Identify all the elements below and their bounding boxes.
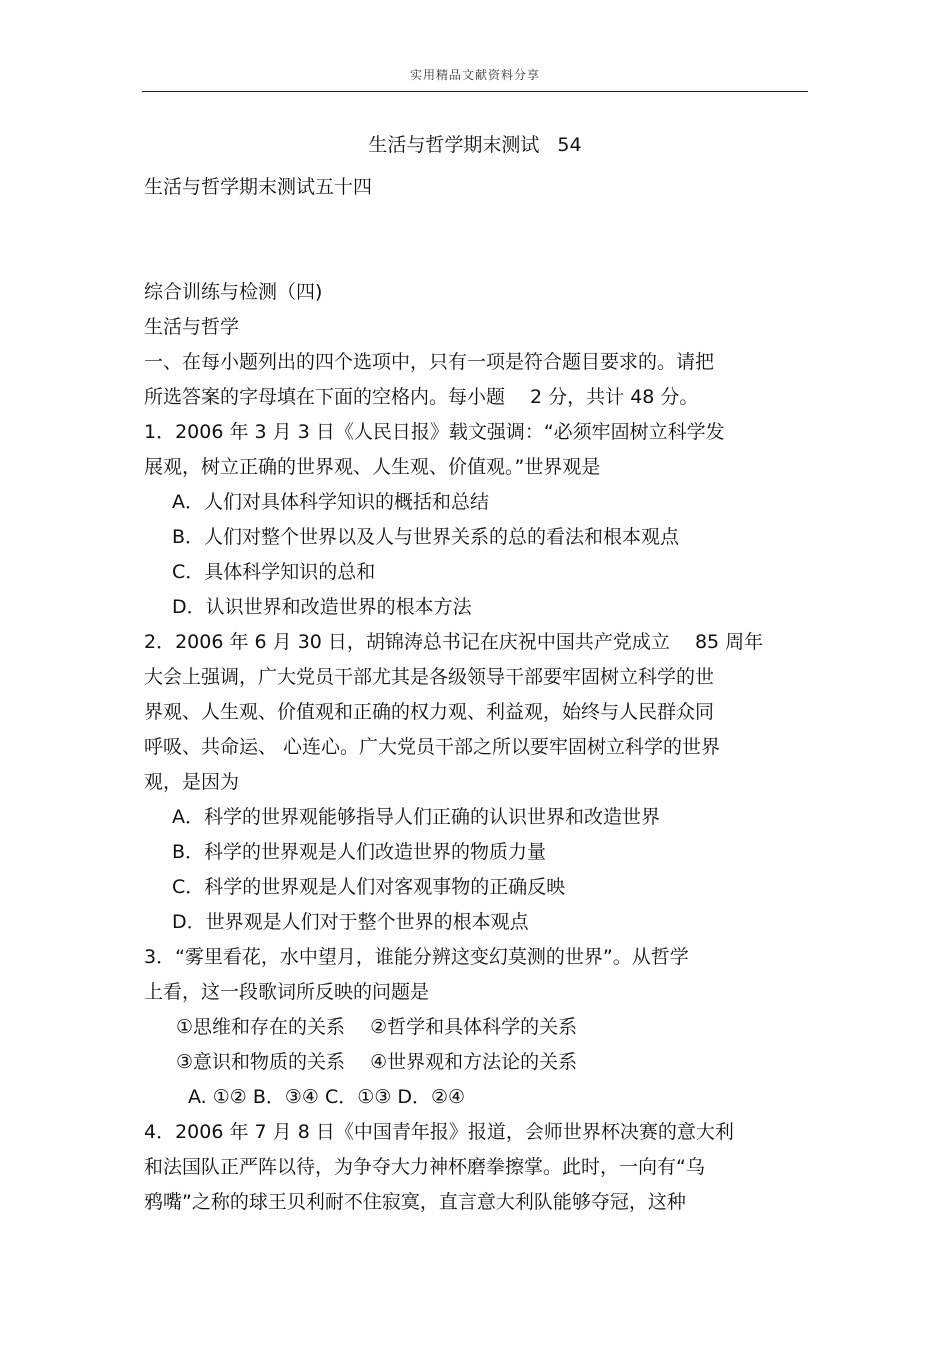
section-subheading: 生活与哲学 (144, 316, 240, 338)
question-2-option-b: B．科学的世界观是人们改造世界的物质力量 (172, 841, 547, 863)
title-main: 生活与哲学期末测试 (368, 134, 540, 156)
question-2-stem: 界观、人生观、价值观和正确的权力观、利益观，始终与人民群众同 (144, 701, 715, 723)
question-3-options: A. ①② B．③④ C．①③ D．②④ (188, 1086, 466, 1108)
question-4-stem: 鸦嘴”之称的球王贝利耐不住寂寞，直言意大利队能够夺冠，这种 (144, 1191, 686, 1213)
question-3-statements: ③意识和物质的关系 ④世界观和方法论的关系 (176, 1051, 578, 1073)
document-body (144, 170, 814, 1220)
question-1-option-b: B．人们对整个世界以及人与世界关系的总的看法和根本观点 (172, 526, 680, 548)
question-2-stem: 呼吸、共命运、 心连心。广大党员干部之所以要牢固树立科学的世界 (144, 736, 721, 758)
question-2-option-c: C．科学的世界观是人们对客观事物的正确反映 (172, 876, 566, 898)
question-1-option-d: D．认识世界和改造世界的根本方法 (172, 596, 472, 618)
question-1-option-a: A．人们对具体科学知识的概括和总结 (172, 491, 489, 513)
spacer (144, 205, 814, 275)
page-header: 实用精品文献资料分享 (409, 68, 540, 82)
section-heading: 综合训练与检测（四) (144, 281, 323, 303)
question-1-option-c: C．具体科学知识的总和 (172, 561, 376, 583)
subtitle: 生活与哲学期末测试五十四 (144, 176, 373, 198)
question-2-stem: 观，是因为 (144, 771, 240, 793)
question-1-stem: 1．2006 年 3 月 3 日《人民日报》载文强调：“必须牢固树立科学发 (144, 421, 725, 443)
document-title (0, 130, 950, 157)
header-divider (142, 91, 808, 92)
question-2-stem: 大会上强调，广大党员干部尤其是各级领导干部要牢固树立科学的世 (144, 666, 715, 688)
question-4-stem: 和法国队正严阵以待，为争夺大力神杯磨拳擦掌。此时，一向有“乌 (144, 1156, 705, 1178)
question-3-stem: 上看，这一段歌词所反映的问题是 (144, 981, 430, 1003)
question-3-statements: ①思维和存在的关系 ②哲学和具体科学的关系 (176, 1016, 578, 1038)
title-number: 54 (557, 134, 582, 156)
question-4-stem: 4．2006 年 7 月 8 日《中国青年报》报道，会师世界杯决赛的意大利 (144, 1121, 734, 1143)
question-2-option-a: A．科学的世界观能够指导人们正确的认识世界和改造世界 (172, 806, 660, 828)
question-2-option-d: D．世界观是人们对于整个世界的根本观点 (172, 911, 529, 933)
question-1-stem: 展观，树立正确的世界观、人生观、价值观。”世界观是 (144, 456, 601, 478)
instructions-line: 一、在每小题列出的四个选项中，只有一项是符合题目要求的。请把 (144, 351, 715, 373)
question-3-stem: 3．“雾里看花，水中望月，谁能分辨这变幻莫测的世界”。从哲学 (144, 946, 689, 968)
instructions-line: 所选答案的字母填在下面的空格内。每小题 2 分，共计 48 分。 (144, 386, 699, 408)
question-2-stem: 2．2006 年 6 月 30 日，胡锦涛总书记在庆祝中国共产党成立 85 周年 (144, 631, 764, 653)
